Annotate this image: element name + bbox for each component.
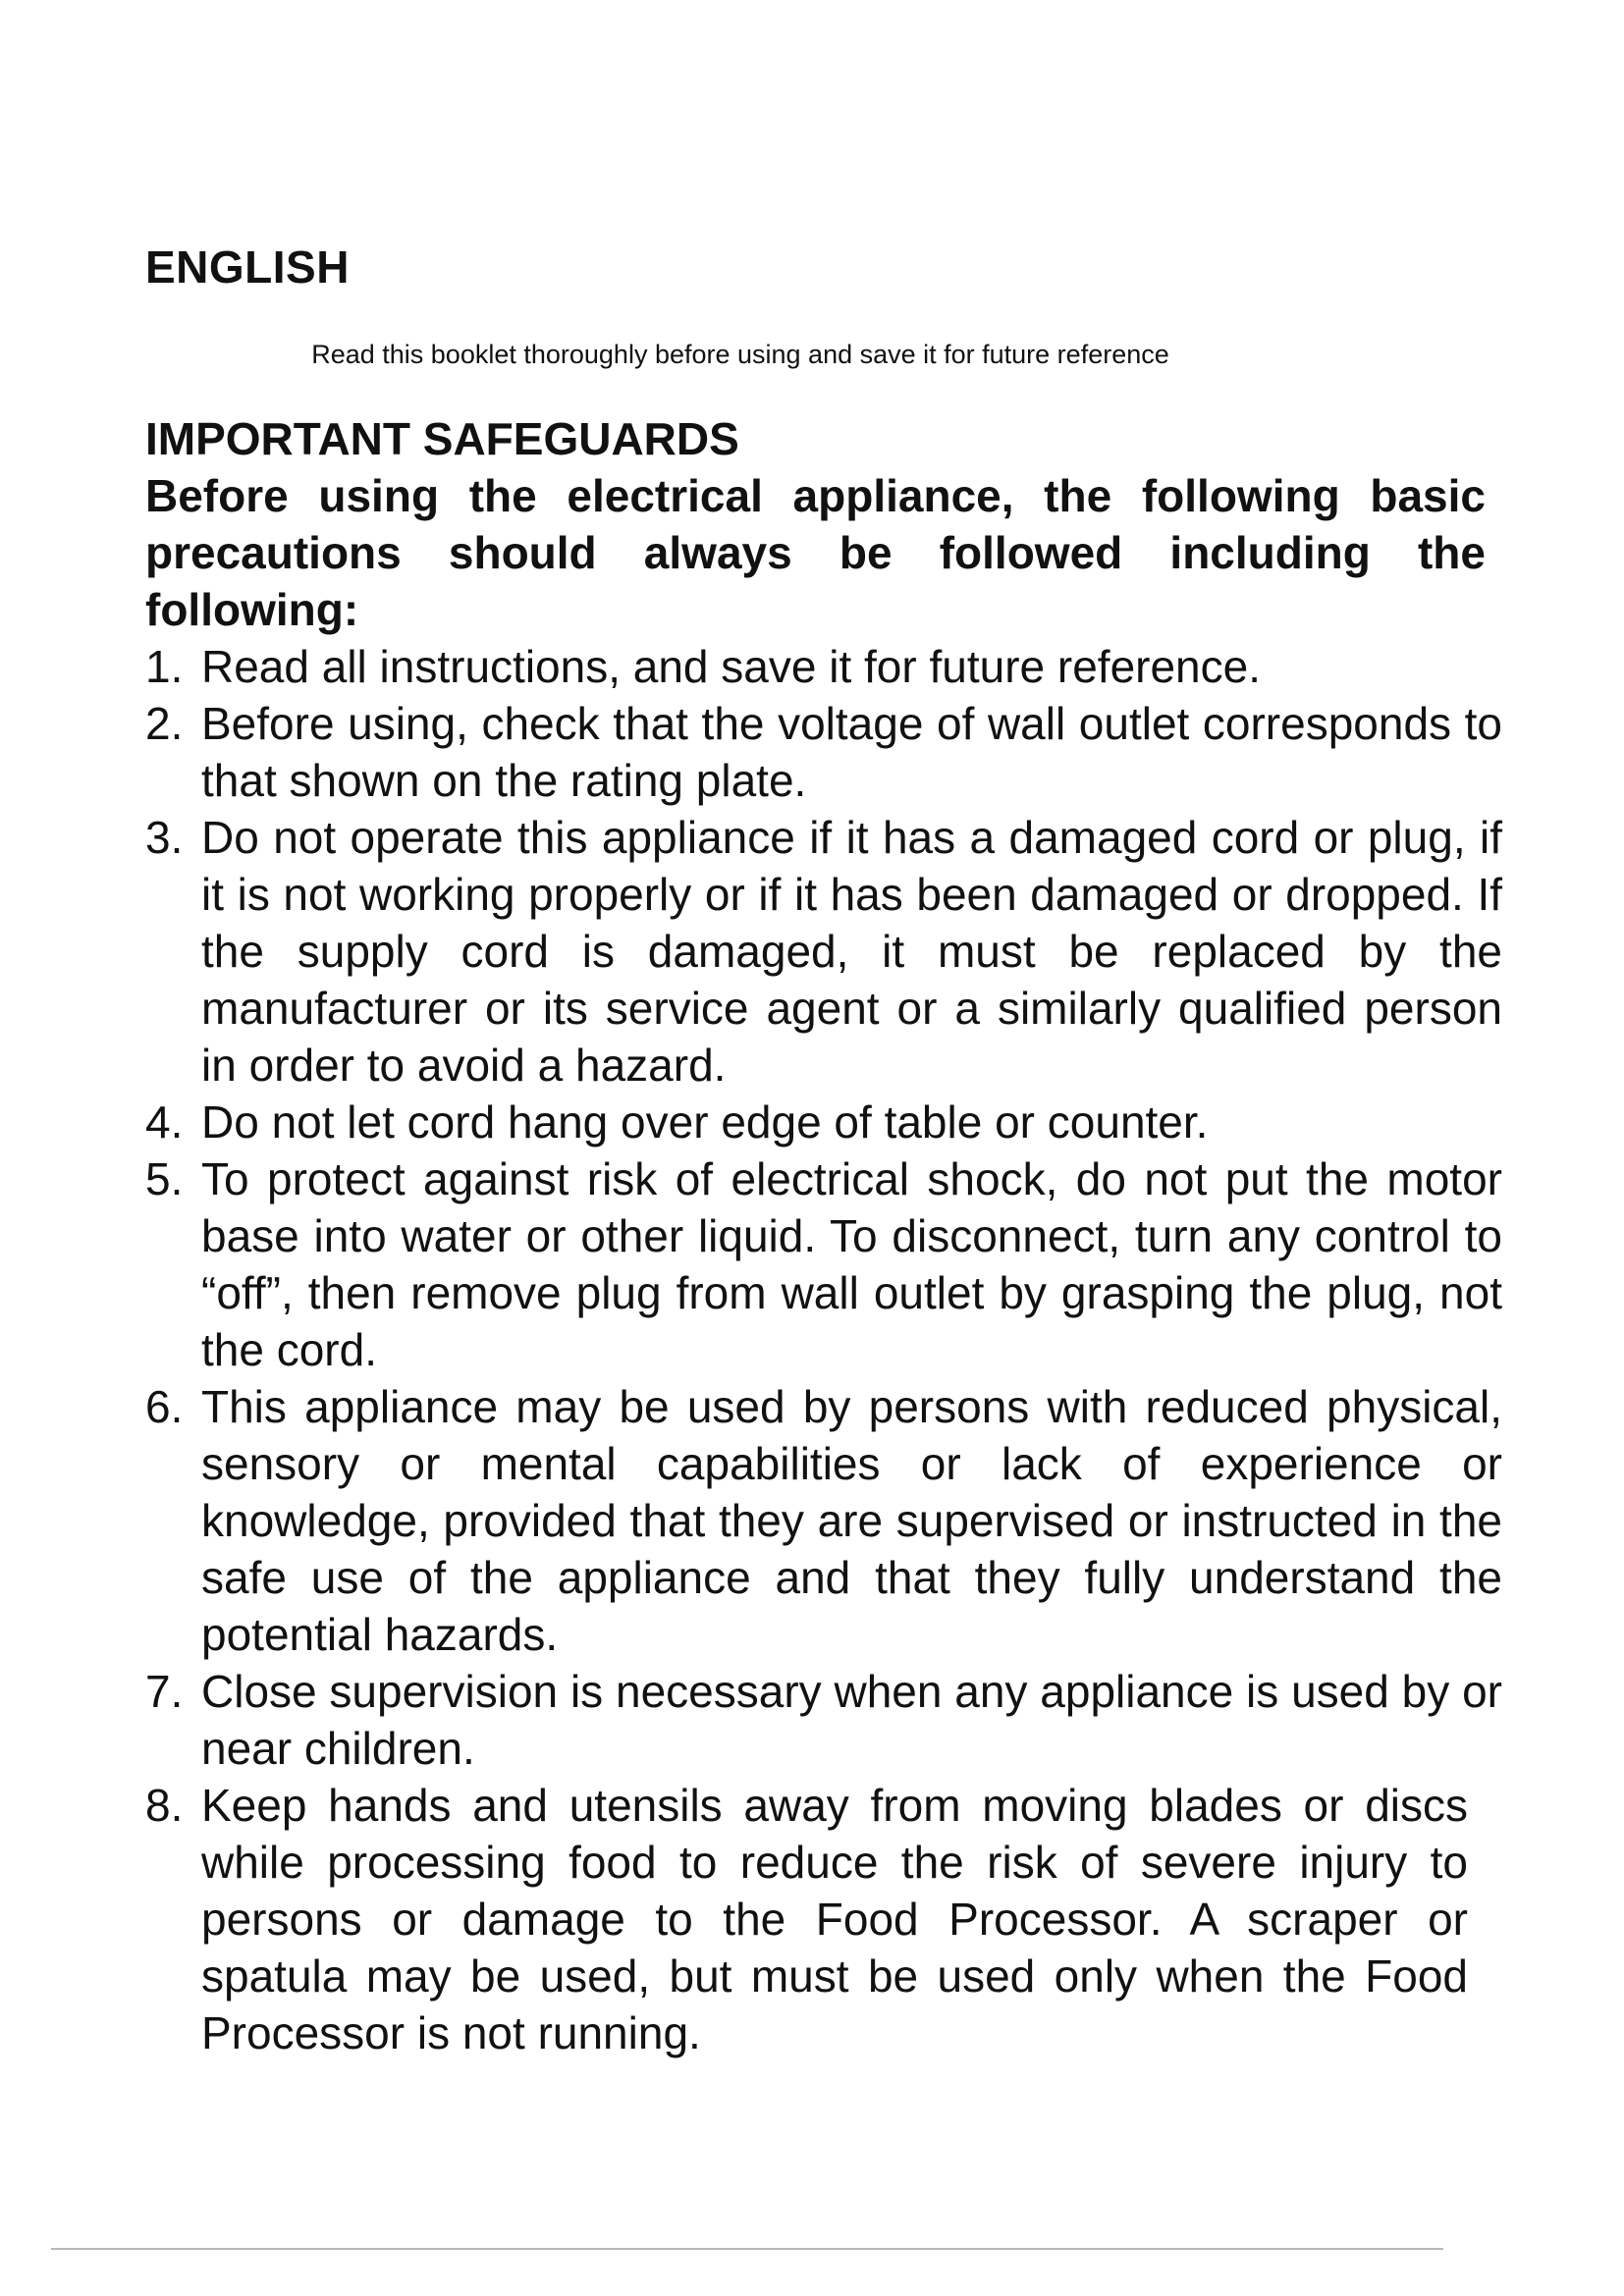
item-text: Do not operate this appliance if it has a damaged cord or plug, if it is not working properly or if it has been damaged or dropped. If the supply cord is damaged, it must be replaced by the manufacturer or its service agent or a similarly qualified person in order to avoid a hazard.	[201, 812, 1502, 1091]
item-number: 5.	[145, 1153, 184, 1204]
safeguards-section	[145, 410, 1505, 2061]
list-item	[145, 809, 1502, 1094]
list-item	[145, 638, 1502, 695]
item-number: 1.	[145, 641, 184, 692]
list-item	[145, 1777, 1468, 2061]
item-number: 3.	[145, 812, 184, 863]
booklet-note: Read this booklet thoroughly before using and save it for future reference	[311, 340, 1169, 369]
list-item	[145, 1094, 1502, 1150]
item-number: 4.	[145, 1096, 184, 1148]
safeguards-list	[145, 638, 1505, 2061]
item-text: Read all instructions, and save it for future reference.	[201, 641, 1262, 692]
item-text: To protect against risk of electrical shock, do not put the motor base into water or other liquid. To disconnect, turn any control to “off”, then remove plug from wall outlet by grasping the plug, not the cord.	[201, 1153, 1502, 1375]
list-item	[145, 1663, 1502, 1777]
item-text: Do not let cord hang over edge of table or counter.	[201, 1096, 1209, 1148]
list-item	[145, 1150, 1502, 1378]
footer-divider	[51, 2248, 1443, 2250]
item-number: 2.	[145, 698, 184, 749]
safeguards-intro: Before using the electrical appliance, the following basic precautions should always be followed including the following:	[145, 470, 1486, 635]
safeguards-title: IMPORTANT SAFEGUARDS	[145, 413, 739, 464]
language-heading: ENGLISH	[145, 241, 350, 293]
item-number: 6.	[145, 1381, 184, 1432]
item-number: 8.	[145, 1780, 184, 1831]
list-item	[145, 695, 1502, 809]
item-text: This appliance may be used by persons with reduced physical, sensory or mental capabilities or lack of experience or knowledge, provided that they are supervised or instructed in the safe use of the appliance and that they fully understand the potential hazards.	[201, 1381, 1502, 1660]
list-item	[145, 1378, 1502, 1663]
item-text: Before using, check that the voltage of wall outlet corresponds to that shown on the rating plate.	[201, 698, 1502, 806]
item-text: Close supervision is necessary when any appliance is used by or near children.	[201, 1666, 1502, 1774]
item-text: Keep hands and utensils away from moving blades or discs while processing food to reduce the risk of severe injury to persons or damage to the Food Processor. A scraper or spatula may be used, but must be used only when the Food Processor is not running.	[201, 1780, 1468, 2058]
item-number: 7.	[145, 1666, 184, 1717]
